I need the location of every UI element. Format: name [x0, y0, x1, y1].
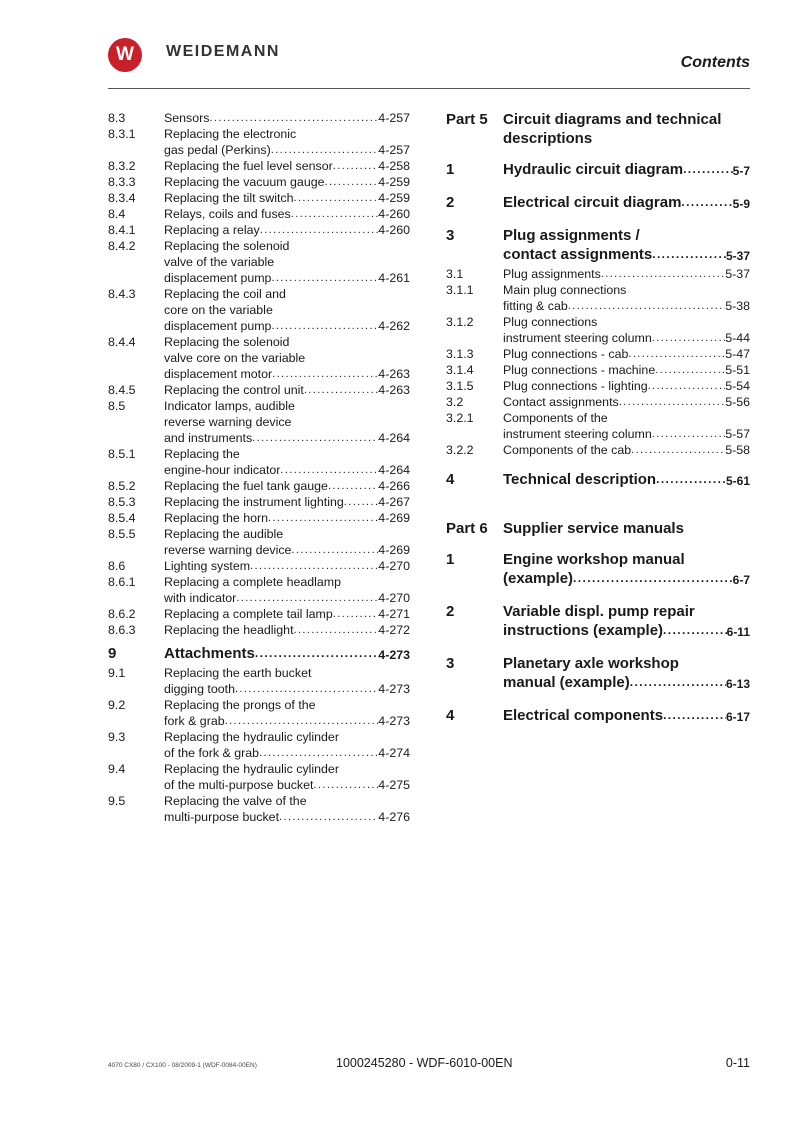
entry-title-line: Replacing a complete headlamp: [164, 575, 342, 589]
toc-entry[interactable]: [108, 574, 410, 606]
entry-title-line: Electrical components: [503, 707, 664, 724]
entry-page: 4-269: [378, 511, 410, 525]
entry-title-line: Variable displ. pump repair: [503, 603, 695, 620]
toc-entry[interactable]: [446, 442, 750, 458]
logo-letter: W: [116, 44, 134, 65]
toc-entry[interactable]: [108, 665, 410, 697]
part-6-heading[interactable]: [446, 519, 750, 538]
entry-page: 4-267: [378, 495, 410, 509]
toc-entry[interactable]: [446, 362, 750, 378]
entry-number: 9.4: [108, 762, 126, 776]
entry-title-line: digging tooth: [164, 682, 235, 696]
entry-page: 6-7: [732, 573, 750, 587]
entry-title-line: Replacing the headlight: [164, 623, 294, 637]
entry-number: 9.5: [108, 794, 126, 808]
entry-page: 4-260: [378, 223, 410, 237]
entry-title-line: reverse warning device: [164, 415, 292, 429]
entry-title-line: Replacing the electronic: [164, 127, 297, 141]
entry-page: 5-37: [725, 267, 750, 281]
entry-title-line: instructions (example): [503, 622, 664, 639]
entry-title-line: Replacing the valve of the: [164, 794, 307, 808]
entry-page: 4-276: [378, 810, 410, 824]
page-header: [108, 34, 750, 88]
toc-entry[interactable]: [108, 238, 410, 286]
entry-title-line: Replacing the fuel tank gauge: [164, 479, 328, 493]
entry-title-line: Hydraulic circuit diagram: [503, 161, 684, 178]
part-5-chapter-2[interactable]: [446, 193, 750, 214]
entry-number: 8.3.3: [108, 175, 136, 189]
entry-title-line: Replacing the audible: [164, 527, 284, 541]
entry-page: 5-58: [725, 443, 750, 457]
entry-title-line: (example): [503, 570, 574, 587]
entry-number: 3.1.4: [446, 363, 474, 377]
entry-number: 2: [446, 603, 455, 620]
entry-page: 5-38: [725, 299, 750, 313]
part-5-chapter-3[interactable]: [446, 226, 750, 266]
entry-page: 4-270: [378, 591, 410, 605]
section-title: Contents: [680, 54, 750, 71]
entry-title-line: Main plug connections: [503, 283, 627, 297]
chapter-9-heading[interactable]: [108, 644, 410, 665]
entry-page: 4-263: [378, 383, 410, 397]
entry-page: 4-258: [378, 159, 410, 173]
entry-title-line: and instruments: [164, 431, 253, 445]
entry-title-line: Indicator lamps, audible: [164, 399, 295, 413]
entry-page: 5-7: [732, 164, 750, 178]
entry-number: Part 6: [446, 520, 488, 537]
part-5-chapter-3-list: [446, 266, 750, 458]
entry-page: 5-61: [725, 474, 750, 488]
entry-number: 2: [446, 194, 455, 211]
entry-title-line: Plug assignments: [503, 267, 601, 281]
entry-title-line: valve of the variable: [164, 255, 275, 269]
entry-title-line: fitting & cab: [503, 299, 568, 313]
entry-title-line: instrument steering column: [503, 427, 652, 441]
entry-title-line: valve core on the variable: [164, 351, 306, 365]
entry-number: 8.5: [108, 399, 126, 413]
entry-title-line: Replacing the vacuum gauge: [164, 175, 325, 189]
entry-page: 5-56: [725, 395, 750, 409]
entry-title-line: Plug assignments /: [503, 227, 640, 244]
entry-title-line: of the fork & grab: [164, 746, 260, 760]
toc-entry[interactable]: [108, 206, 410, 222]
entry-number: 8.3.1: [108, 127, 136, 141]
entry-title-line: reverse warning device: [164, 543, 292, 557]
entry-title-line: gas pedal (Perkins): [164, 143, 271, 157]
entry-number: 1: [446, 161, 455, 178]
chapter-number: 9: [108, 645, 117, 662]
entry-page: 4-273: [378, 714, 410, 728]
toc-entry[interactable]: [108, 761, 410, 793]
toc-right-column: [446, 110, 750, 727]
entry-page: 4-259: [378, 175, 410, 189]
toc-entry[interactable]: [108, 334, 410, 382]
entry-title-line: Replacing the control unit: [164, 383, 304, 397]
entry-number: Part 5: [446, 111, 488, 128]
entry-number: 3.2.1: [446, 411, 474, 425]
chapter-title: Attachments: [164, 645, 255, 662]
entry-number: 8.3.4: [108, 191, 136, 205]
entry-page: 5-51: [725, 363, 750, 377]
entry-title-line: Supplier service manuals: [503, 520, 684, 537]
entry-page: 4-270: [378, 559, 410, 573]
toc-entry[interactable]: [108, 510, 410, 526]
entry-page: 5-37: [725, 249, 750, 263]
entry-page: 4-275: [378, 778, 410, 792]
entry-title-line: instrument steering column: [503, 331, 652, 345]
entry-number: 8.5.1: [108, 447, 136, 461]
entry-number: 9.3: [108, 730, 126, 744]
entry-title-line: Replacing the: [164, 447, 240, 461]
entry-title-line: Circuit diagrams and technical: [503, 111, 722, 128]
entry-title-line: Replacing the instrument lighting: [164, 495, 344, 509]
entry-title-line: displacement pump: [164, 271, 272, 285]
entry-number: 4: [446, 471, 455, 488]
entry-title-line: Electrical circuit diagram: [503, 194, 682, 211]
entry-page: 6-17: [725, 710, 750, 724]
entry-title-line: Replacing the coil and: [164, 287, 286, 301]
toc-entry[interactable]: [108, 110, 410, 126]
entry-title-line: displacement motor: [164, 367, 273, 381]
entry-title-line: Planetary axle workshop: [503, 655, 679, 672]
entry-title-line: Replacing a relay: [164, 223, 260, 237]
entry-page: 5-54: [725, 379, 750, 393]
entry-title-line: engine-hour indicator: [164, 463, 281, 477]
entry-page: 6-13: [725, 677, 750, 691]
entry-page: 4-262: [378, 319, 410, 333]
entry-title-line: Technical description: [503, 471, 657, 488]
entry-title-line: of the multi-purpose bucket: [164, 778, 314, 792]
toc-entry[interactable]: [446, 346, 750, 362]
entry-title-line: Replacing the solenoid: [164, 239, 290, 253]
entry-title-line: Plug connections - cab: [503, 347, 629, 361]
toc-entry[interactable]: [446, 410, 750, 442]
entry-page: 4-273: [378, 682, 410, 696]
entry-number: 8.3: [108, 111, 126, 125]
entry-number: 3.2.2: [446, 443, 474, 457]
part-5-heading[interactable]: [446, 110, 750, 148]
toc-entry[interactable]: [108, 697, 410, 729]
entry-title-line: Replacing a complete tail lamp: [164, 607, 333, 621]
toc-entry[interactable]: [108, 158, 410, 174]
entry-number: 8.6.3: [108, 623, 136, 637]
entry-page: 4-264: [378, 463, 410, 477]
part-6-chapter-1[interactable]: [446, 550, 750, 590]
toc-entry[interactable]: [108, 382, 410, 398]
toc-entry[interactable]: [108, 126, 410, 158]
entry-page: 5-9: [732, 197, 750, 211]
entry-number: 9.1: [108, 666, 126, 680]
entry-title-line: with indicator: [164, 591, 237, 605]
toc-chapter9-list: [108, 665, 410, 825]
toc-entry[interactable]: [108, 606, 410, 622]
entry-number: 9.2: [108, 698, 126, 712]
entry-title-line: Lighting system: [164, 559, 251, 573]
chapter-page: 4-273: [378, 648, 410, 662]
entry-page: 6-11: [726, 625, 750, 639]
entry-number: 3: [446, 655, 455, 672]
entry-page: 5-47: [725, 347, 750, 361]
toc-left-list: [108, 110, 410, 638]
entry-title-line: core on the variable: [164, 303, 273, 317]
toc-entry[interactable]: [446, 394, 750, 410]
entry-number: 8.5.3: [108, 495, 136, 509]
entry-number: 8.4.3: [108, 287, 136, 301]
entry-title-line: Replacing the prongs of the: [164, 698, 316, 712]
toc-entry[interactable]: [108, 526, 410, 558]
toc-entry[interactable]: [108, 622, 410, 638]
entry-page: 4-263: [378, 367, 410, 381]
entry-number: 8.4.2: [108, 239, 136, 253]
entry-number: 8.3.2: [108, 159, 136, 173]
entry-page: 4-261: [378, 271, 410, 285]
entry-number: 3.1.3: [446, 347, 474, 361]
entry-number: 8.4: [108, 207, 126, 221]
part-5-chapter-4[interactable]: [446, 470, 750, 491]
entry-number: 8.4.1: [108, 223, 136, 237]
toc-entry[interactable]: [108, 446, 410, 478]
entry-number: 4: [446, 707, 455, 724]
entry-number: 1: [446, 551, 455, 568]
toc-entry[interactable]: [108, 286, 410, 334]
toc-entry[interactable]: [108, 494, 410, 510]
part-5-chapter-1[interactable]: [446, 160, 750, 181]
entry-page: 4-259: [378, 191, 410, 205]
entry-title-line: multi-purpose bucket: [164, 810, 280, 824]
entry-page: 4-271: [378, 607, 410, 621]
entry-title-line: Contact assignments: [503, 395, 619, 409]
toc-left-column: [108, 110, 410, 825]
footer-page-number: 0-11: [725, 1056, 750, 1070]
toc-entry[interactable]: [108, 729, 410, 761]
footer-document-number: 1000245280 - WDF-6010-00EN: [336, 1056, 513, 1070]
entry-title-line: Relays, coils and fuses: [164, 207, 291, 221]
toc-entry[interactable]: [108, 398, 410, 446]
entry-page: 4-274: [378, 746, 410, 760]
entry-title-line: Replacing the hydraulic cylinder: [164, 730, 339, 744]
part-6-chapter-4[interactable]: [446, 706, 750, 727]
entry-number: 8.5.4: [108, 511, 136, 525]
entry-page: 4-264: [378, 431, 410, 445]
entry-number: 3.1.2: [446, 315, 474, 329]
entry-number: 3.1.1: [446, 283, 474, 297]
part-6-chapter-2[interactable]: [446, 602, 750, 642]
entry-title-line: Plug connections - lighting: [503, 379, 648, 393]
entry-title-line: Plug connections - machine: [503, 363, 656, 377]
entry-number: 8.4.4: [108, 335, 136, 349]
entry-title-line: Plug connections: [503, 315, 598, 329]
entry-number: 8.4.5: [108, 383, 136, 397]
entry-title-line: Replacing the tilt switch: [164, 191, 294, 205]
entry-page: 4-257: [378, 143, 410, 157]
entry-page: 4-260: [378, 207, 410, 221]
brand-name: WEIDEMANN: [166, 43, 280, 60]
entry-title-line: displacement pump: [164, 319, 272, 333]
entry-number: 3.1.5: [446, 379, 474, 393]
footer-document-code: 4070 CX80 / CX100 - 08/2009-1 (WDF-0084-00EN): [108, 1062, 257, 1069]
entry-page: 4-266: [378, 479, 410, 493]
entry-title-line: descriptions: [503, 130, 593, 147]
entry-title-line: Replacing the hydraulic cylinder: [164, 762, 339, 776]
header-rule: [108, 88, 750, 89]
toc-entry[interactable]: [446, 282, 750, 314]
entry-title-line: Sensors: [164, 111, 210, 125]
entry-title-line: Components of the: [503, 411, 608, 425]
entry-title-line: Replacing the solenoid: [164, 335, 290, 349]
toc-entry[interactable]: [446, 266, 750, 282]
entry-number: 8.6: [108, 559, 126, 573]
part-6-chapter-3[interactable]: [446, 654, 750, 694]
toc-entry[interactable]: [108, 478, 410, 494]
toc-entry[interactable]: [108, 190, 410, 206]
entry-number: 8.6.1: [108, 575, 136, 589]
entry-title-line: Components of the cab: [503, 443, 632, 457]
entry-title-line: fork & grab: [164, 714, 225, 728]
entry-title-line: Replacing the fuel level sensor: [164, 159, 333, 173]
toc-entry[interactable]: [446, 314, 750, 346]
entry-title-line: manual (example): [503, 674, 630, 691]
entry-page: 4-269: [378, 543, 410, 557]
entry-number: 8.6.2: [108, 607, 136, 621]
entry-title-line: Engine workshop manual: [503, 551, 685, 568]
toc-entry[interactable]: [108, 558, 410, 574]
entry-page: 4-257: [378, 111, 410, 125]
toc-entry[interactable]: [446, 378, 750, 394]
toc-entry[interactable]: [108, 174, 410, 190]
entry-number: 8.5.5: [108, 527, 136, 541]
entry-page: 4-272: [378, 623, 410, 637]
entry-title-line: contact assignments: [503, 246, 653, 263]
toc-entry[interactable]: [108, 793, 410, 825]
entry-number: 8.5.2: [108, 479, 136, 493]
entry-page: 5-44: [725, 331, 750, 345]
toc-entry[interactable]: [108, 222, 410, 238]
entry-number: 3: [446, 227, 455, 244]
entry-title-line: Replacing the horn: [164, 511, 269, 525]
entry-number: 3.2: [446, 395, 464, 409]
entry-page: 5-57: [725, 427, 750, 441]
weidemann-logo: [108, 38, 142, 72]
entry-number: 3.1: [446, 267, 464, 281]
entry-title-line: Replacing the earth bucket: [164, 666, 312, 680]
